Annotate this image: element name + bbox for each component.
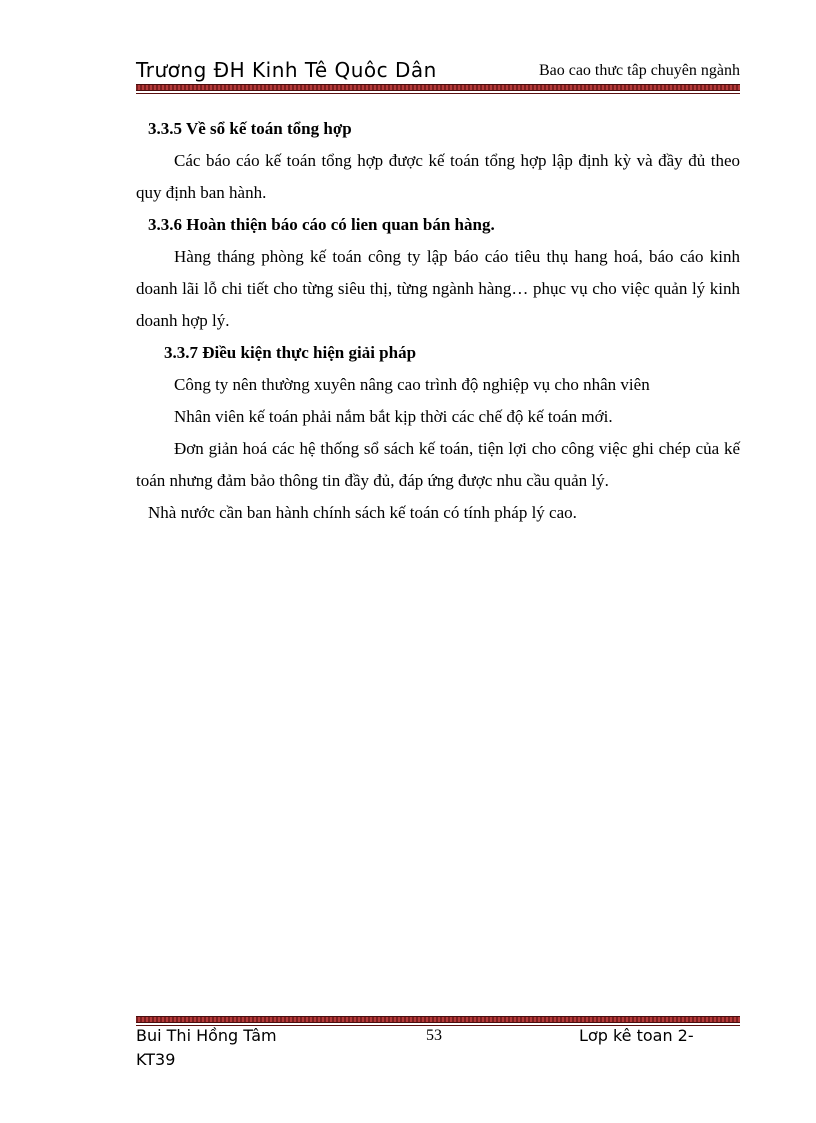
paragraph-3-3-7-4: Nhà nước cần ban hành chính sách kế toán có tính pháp lý cao. [148,503,577,522]
section-heading-3-3-5: 3.3.5 Về sổ kế toán tổng hợp [148,119,352,138]
page-number: 53 [426,1027,442,1044]
section-heading-3-3-6: 3.3.6 Hoàn thiện báo cáo có lien quan bán hàng. [148,215,495,234]
paragraph-3-3-5: Các báo cáo kế toán tổng hợp được kế toán tổng hợp lập định kỳ và đầy đủ theo quy định ban hành. [136,151,740,202]
footer-class: Lơp kê toan 2- [579,1026,694,1045]
section-heading-3-3-7: 3.3.7 Điều kiện thực hiện giải pháp [164,343,417,362]
paragraph-3-3-7-1: Công ty nên thường xuyên nâng cao trình độ nghiệp vụ cho nhân viên [174,375,650,394]
page-body [136,113,740,529]
header-report-title: Bao cao thưc tâp chuyên ngành [538,62,740,79]
footer-rule [136,1016,740,1023]
header-thin-rule [136,93,740,94]
paragraph-3-3-6: Hàng tháng phòng kế toán công ty lập báo cáo tiêu thụ hang hoá, báo cáo kinh doanh lãi lỗ chi tiết cho từng siêu thị, từng ngành hàng… phục vụ cho việc quản lý kinh doanh hợp lý. [136,247,740,330]
footer-author: Bui Thi Hồng Tâm KT39 [136,1026,277,1069]
header-school-name: Trương ĐH Kinh Tê Quôc Dân [136,58,437,82]
paragraph-3-3-7-2: Nhân viên kế toán phải nắm bắt kịp thời các chế độ kế toán mới. [174,407,613,426]
paragraph-3-3-7-3: Đơn giản hoá các hệ thống sổ sách kế toán, tiện lợi cho công việc ghi chép của kế toán nhưng đảm bảo thông tin đầy đủ, đáp ứng được nhu cầu quản lý. [136,439,740,490]
page-header [136,58,740,86]
header-rule [136,84,740,91]
